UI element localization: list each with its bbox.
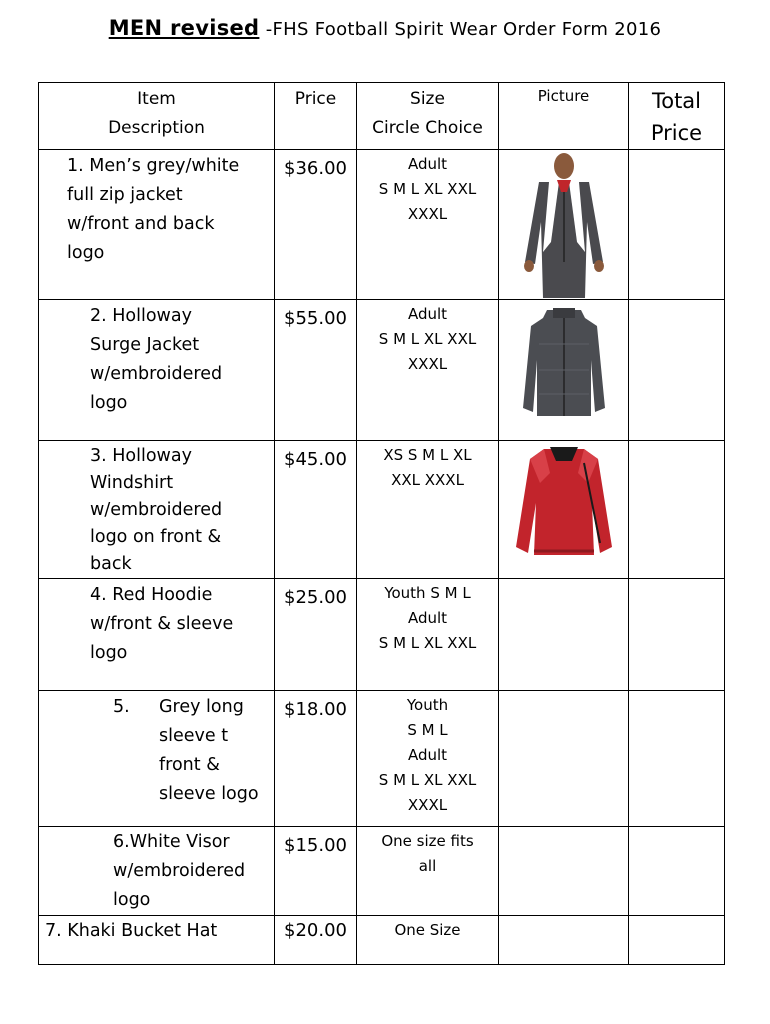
item-price: $20.00 — [275, 916, 357, 965]
item-description: 1. Men’s grey/white full zip jacket w/front and back logo — [39, 150, 275, 300]
total-price-cell[interactable] — [629, 916, 725, 965]
size-choices[interactable]: One Size — [357, 916, 499, 965]
header-size: Size Circle Choice — [357, 83, 499, 150]
total-price-cell[interactable] — [629, 441, 725, 579]
item-row — [39, 691, 725, 827]
total-price-cell[interactable] — [629, 579, 725, 691]
grey-white-zip-jacket-photo — [499, 150, 629, 300]
size-choices[interactable]: Youth S M L Adult S M L XL XXL XXXL — [357, 691, 499, 827]
item-price: $45.00 — [275, 441, 357, 579]
item-price: $25.00 — [275, 579, 357, 691]
form-title-text: -FHS Football Spirit Wear Order Form 2016 — [265, 19, 662, 40]
item-description: 7. Khaki Bucket Hat — [39, 916, 275, 965]
header-row — [39, 83, 725, 150]
revised-label: MEN revised — [108, 16, 260, 40]
header-total-price: Total Price — [629, 83, 725, 150]
size-choices[interactable]: XS S M L XL XXL XXXL — [357, 441, 499, 579]
item-description: 2. Holloway Surge Jacket w/embroidered logo — [39, 300, 275, 441]
total-price-cell[interactable] — [629, 150, 725, 300]
size-choices[interactable]: Adult S M L XL XXL XXXL — [357, 150, 499, 300]
item-price: $15.00 — [275, 827, 357, 916]
order-form-table — [38, 82, 725, 965]
item-row — [39, 827, 725, 916]
item-price: $55.00 — [275, 300, 357, 441]
item-row — [39, 579, 725, 691]
item-row — [39, 441, 725, 579]
picture-cell — [499, 691, 629, 827]
red-windshirt-photo — [499, 441, 629, 579]
item-price: $36.00 — [275, 150, 357, 300]
item-row — [39, 916, 725, 965]
header-picture: Picture — [499, 83, 629, 150]
picture-cell — [499, 916, 629, 965]
size-choices[interactable]: One size fits all — [357, 827, 499, 916]
total-price-cell[interactable] — [629, 827, 725, 916]
item-description: 3. Holloway Windshirt w/embroidered logo on front & back — [39, 441, 275, 579]
form-title — [0, 16, 770, 40]
item-description: 6.White Visor w/embroidered logo — [39, 827, 275, 916]
item-description: 4. Red Hoodie w/front & sleeve logo — [39, 579, 275, 691]
size-choices[interactable]: Youth S M L Adult S M L XL XXL — [357, 579, 499, 691]
total-price-cell[interactable] — [629, 691, 725, 827]
grey-surge-jacket-photo — [499, 300, 629, 441]
header-item-description: Item Description — [39, 83, 275, 150]
header-price: Price — [275, 83, 357, 150]
size-choices[interactable]: Adult S M L XL XXL XXXL — [357, 300, 499, 441]
item-row — [39, 150, 725, 300]
item-description: 5. Grey long sleeve t front & sleeve logo — [39, 691, 275, 827]
picture-cell — [499, 579, 629, 691]
picture-cell — [499, 827, 629, 916]
item-price: $18.00 — [275, 691, 357, 827]
total-price-cell[interactable] — [629, 300, 725, 441]
item-row — [39, 300, 725, 441]
